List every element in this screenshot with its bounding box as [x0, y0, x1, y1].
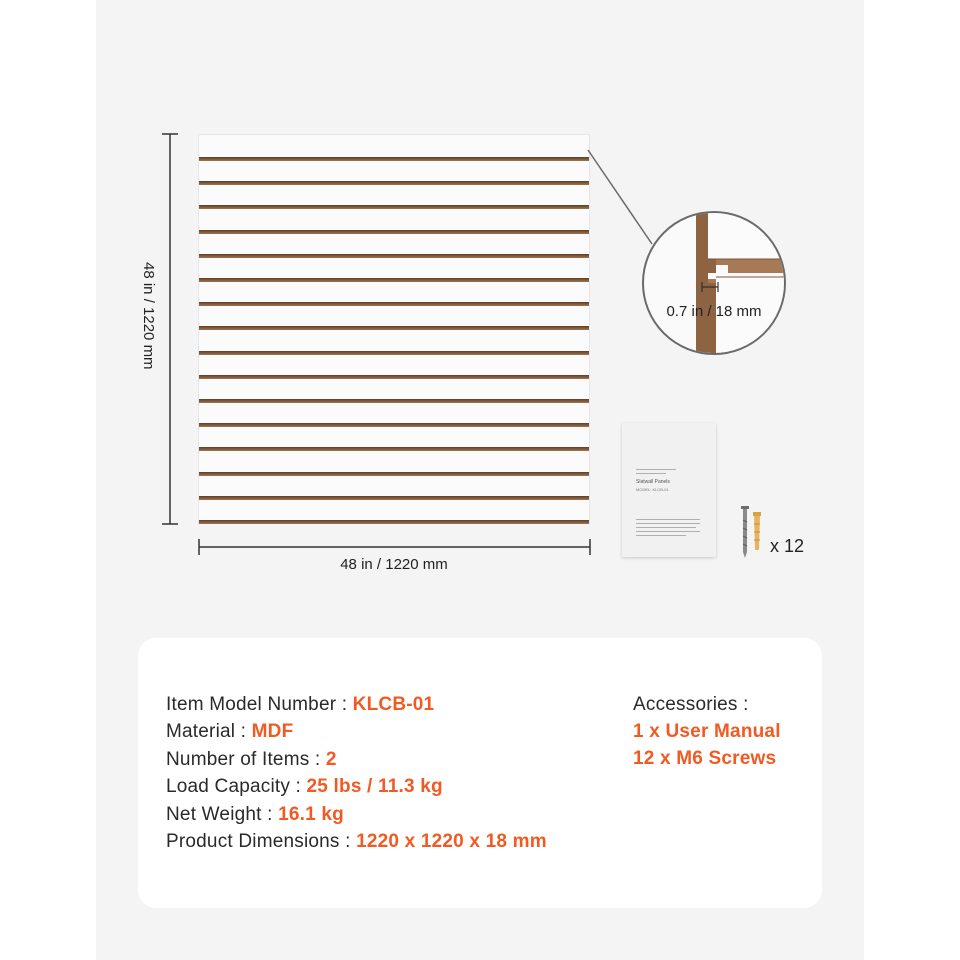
accessory-item: 12 x M6 Screws [633, 748, 777, 769]
spec-label: Net Weight : [166, 803, 279, 825]
slat-groove [199, 278, 589, 282]
slat-groove [199, 496, 589, 500]
slat-groove [199, 326, 589, 330]
user-manual-image [622, 423, 716, 557]
slat-groove [199, 302, 589, 306]
slat-groove [199, 157, 589, 161]
slat-groove [199, 375, 589, 379]
slat-groove [199, 472, 589, 476]
slat-groove [199, 205, 589, 209]
accessory-item: 1 x User Manual [633, 721, 781, 742]
spec-row [166, 831, 547, 853]
manual-model: MODEL: KLCB-01 [636, 487, 669, 492]
screw-icon [738, 500, 768, 560]
screw-quantity: x 12 [770, 536, 805, 556]
spec-value: 16.1 kg [278, 803, 344, 825]
spec-row [166, 804, 344, 826]
spec-label: Number of Items : [166, 748, 326, 770]
slat-groove [199, 254, 589, 258]
spec-label: Item Model Number : [166, 694, 353, 715]
spec-row [166, 721, 293, 743]
height-dimension-label: 48 in / 1220 mm [140, 262, 157, 370]
spec-card [138, 638, 822, 908]
spec-value: 2 [325, 748, 337, 770]
slatwall-panel-image [198, 134, 590, 524]
spec-label: Material : [166, 721, 252, 743]
spec-value: KLCB-01 [352, 694, 435, 715]
edge-profile-graphic [644, 213, 784, 353]
edge-detail-zoom [642, 211, 786, 355]
spec-value: 1220 x 1220 x 18 mm [356, 831, 547, 852]
slat-groove [199, 351, 589, 355]
accessories-title: Accessories : [633, 694, 749, 715]
spec-row [166, 749, 337, 771]
width-dimension-label: 48 in / 1220 mm [340, 556, 448, 573]
slat-groove [199, 447, 589, 451]
slat-groove [199, 181, 589, 185]
slat-groove [199, 230, 589, 234]
spec-value: MDF [251, 721, 294, 743]
slat-groove [199, 399, 589, 403]
spec-label: Product Dimensions : [166, 831, 357, 852]
spec-row [166, 694, 434, 716]
spec-value: 25 lbs / 11.3 kg [306, 776, 443, 798]
thickness-label: 0.7 in / 18 mm [666, 303, 762, 320]
manual-title: Slatwall Panels [636, 479, 670, 485]
spec-label: Load Capacity : [166, 776, 307, 798]
slat-groove [199, 423, 589, 427]
spec-row [166, 776, 443, 798]
slat-groove [199, 520, 589, 524]
